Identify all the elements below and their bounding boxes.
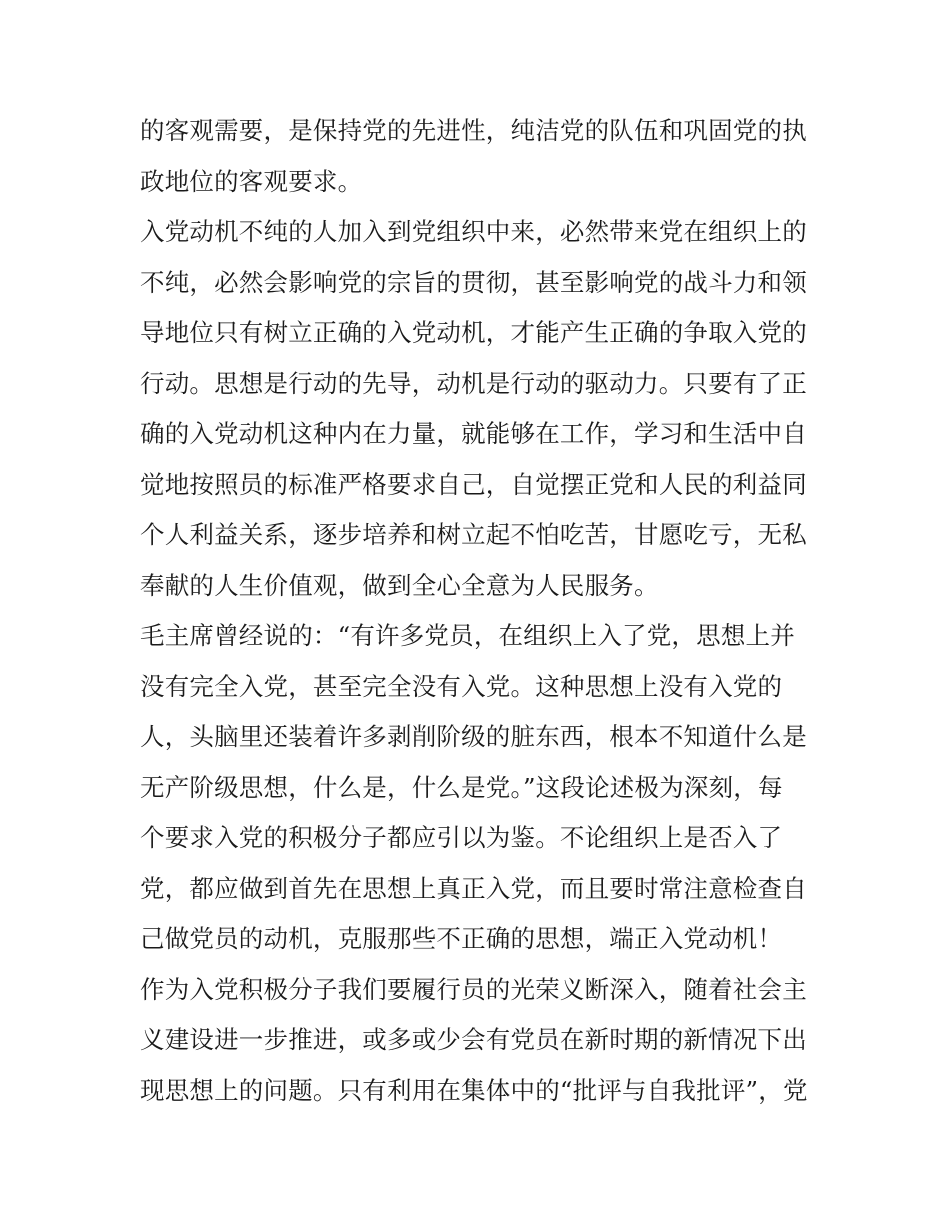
text-line: 无产阶级思想，什么是，什么是党。”这段论述极为深刻，每 (140, 772, 783, 802)
text-line: 不纯，必然会影响党的宗旨的贯彻，甚至影响党的战斗力和领 (140, 267, 807, 297)
text-line: 奉献的人生价值观，做到全心全意为人民服务。 (140, 570, 659, 600)
text-line: 行动。思想是行动的先导，动机是行动的驱动力。只要有了正 (140, 368, 807, 398)
text-line: 作为入党积极分子我们要履行员的光荣义断深入，随着社会主 (140, 974, 807, 1004)
text-line: 入党动机不纯的人加入到党组织中来，必然带来党在组织上的 (140, 217, 807, 246)
text-line: 个要求入党的积极分子都应引以为鉴。不论组织上是否入了 (140, 823, 783, 852)
text-line: 的客观需要，是保持党的先进性，纯洁党的队伍和巩固党的执 (140, 116, 807, 145)
text-line: 人，头脑里还装着许多剥削阶级的脏东西，根本不知道什么是 (140, 722, 807, 751)
text-line: 党，都应做到首先在思想上真正入党，而且要时常注意检查自 (140, 873, 807, 903)
text-line: 觉地按照员的标准严格要求自己，自觉摆正党和人民的利益同 (140, 469, 807, 499)
text-line: 导地位只有树立正确的入党动机，才能产生正确的争取入党的 (140, 318, 807, 347)
text-line: 政地位的客观要求。 (140, 166, 363, 196)
document-body-text (140, 106, 820, 1116)
text-line: 没有完全入党，甚至完全没有入党。这种思想上没有入党的 (140, 671, 783, 701)
text-line: 现思想上的问题。只有利用在集体中的“批评与自我批评”，党 (140, 1075, 808, 1105)
text-line: 个人利益关系，逐步培养和树立起不怕吃苦，甘愿吃亏，无私 (140, 520, 807, 549)
text-line: 确的入党动机这种内在力量，就能够在工作，学习和生活中自 (140, 419, 807, 448)
text-line: 己做党员的动机，克服那些不正确的思想，端正入党动机！ (140, 924, 783, 953)
text-line: 义建设进一步推进，或多或少会有党员在新时期的新情况下出 (140, 1025, 807, 1054)
text-line: 毛主席曾经说的：“有许多党员，在组织上入了党，思想上并 (140, 621, 795, 650)
